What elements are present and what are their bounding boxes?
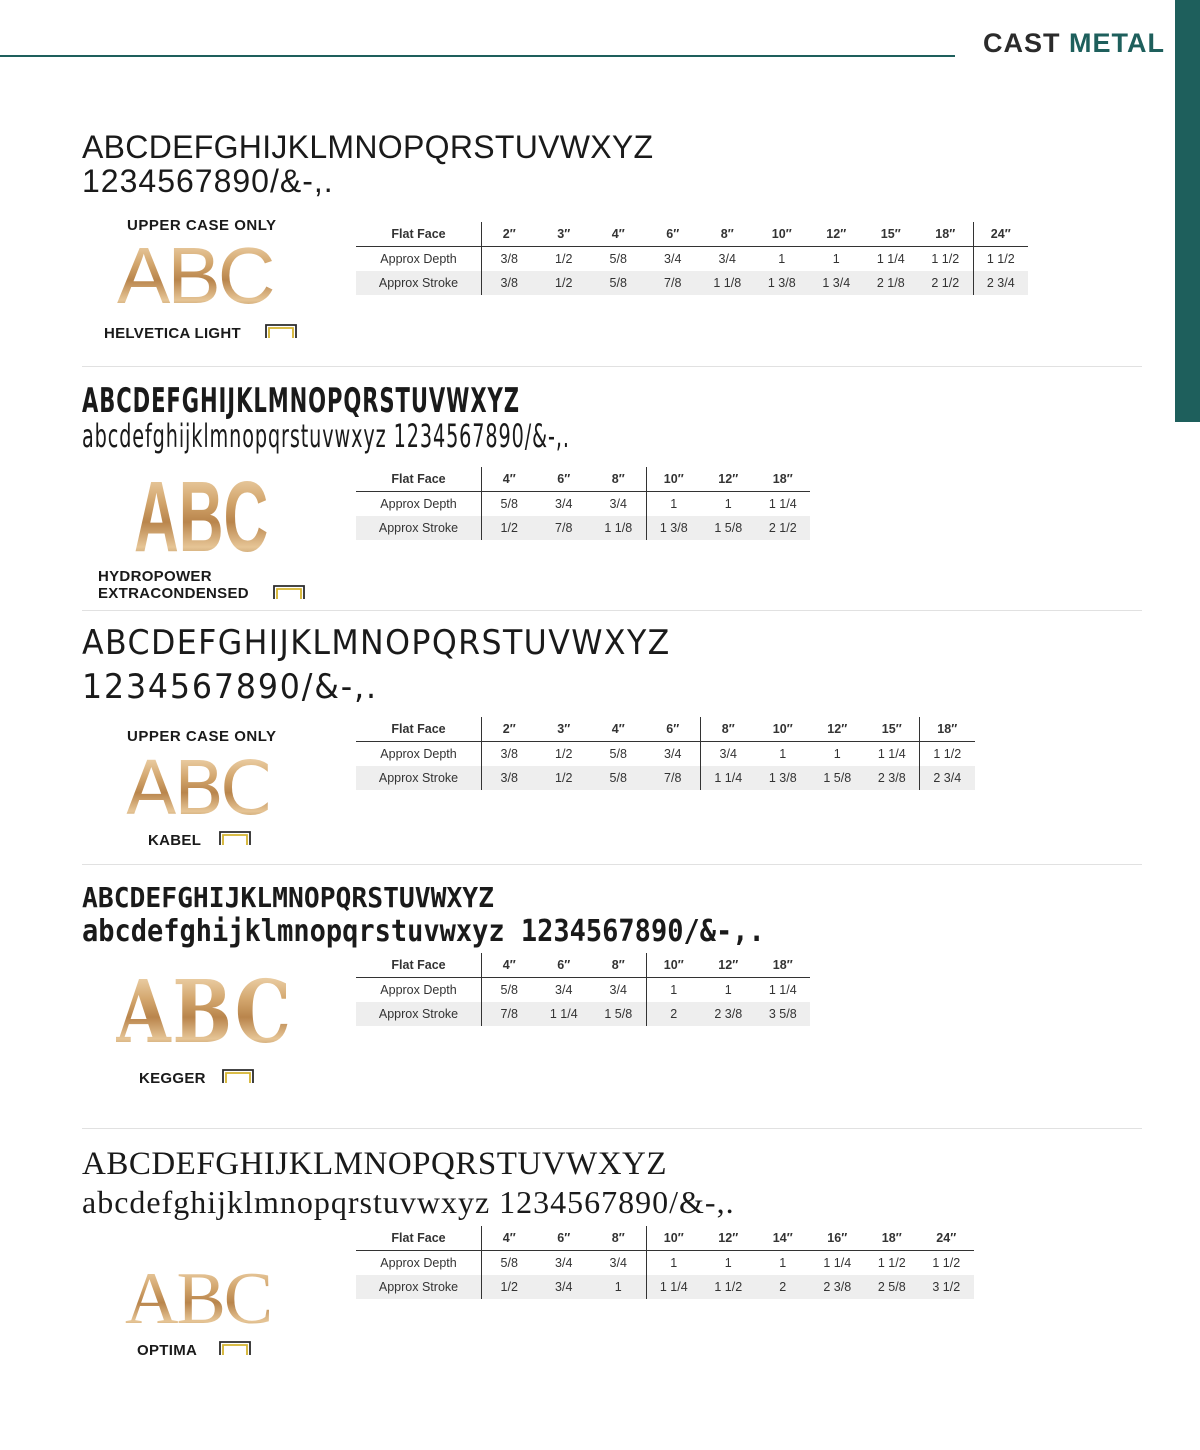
font-preview-abc: ABC xyxy=(126,746,269,832)
channel-profile-icon xyxy=(218,1340,252,1356)
spec-size-cell: 8″ xyxy=(591,467,646,492)
spec-value-cell: 2 3/4 xyxy=(973,271,1028,295)
spec-value-cell: 1 1/4 xyxy=(701,766,756,790)
spec-value-cell: 1 1/4 xyxy=(823,1256,852,1270)
section-divider xyxy=(82,864,1142,865)
spec-value-cell: 3/4 xyxy=(537,1275,592,1299)
spec-size-cell: 18″ xyxy=(920,717,975,742)
spec-row-label: Approx Depth xyxy=(356,1251,482,1276)
spec-value-cell: 3/8 xyxy=(500,747,518,761)
spec-size-cell: 3″ xyxy=(537,222,592,247)
spec-value-cell: 1 xyxy=(724,1256,732,1270)
font-preview-abc: ABC xyxy=(116,962,293,1063)
spec-value-cell: 1 1/4 xyxy=(876,252,905,266)
spec-size-cell: 6″ xyxy=(646,222,701,247)
spec-value-cell: 2 3/8 xyxy=(701,1002,756,1026)
spec-value-cell: 1 xyxy=(670,497,678,511)
spec-row-depth xyxy=(356,742,975,767)
spec-value-cell: 1/2 xyxy=(537,271,592,295)
spec-row-depth xyxy=(356,1251,974,1276)
spec-value-cell: 3/8 xyxy=(482,271,537,295)
spec-value-cell: 1 xyxy=(670,983,678,997)
upper-case-note: UPPER CASE ONLY xyxy=(127,728,277,745)
spec-row-label: Approx Stroke xyxy=(356,766,482,790)
spec-size-cell: 12″ xyxy=(701,467,756,492)
spec-row-stroke xyxy=(356,766,975,790)
spec-value-cell: 1 5/8 xyxy=(701,516,756,540)
spec-value-cell: 5/8 xyxy=(500,1256,518,1270)
font-sample-line1: ABCDEFGHIJKLMNOPQRSTUVWXYZ xyxy=(82,623,671,663)
font-sample-line1: ABCDEFGHIJKLMNOPQRSTUVWXYZ xyxy=(82,381,520,421)
font-sample-line2: 1234567890/&-,. xyxy=(82,163,334,199)
spec-value-cell: 1/2 xyxy=(555,252,573,266)
spec-value-cell: 1 xyxy=(779,1256,787,1270)
spec-value-cell: 1 3/4 xyxy=(809,271,864,295)
spec-value-cell: 3/4 xyxy=(555,983,573,997)
spec-size-cell: 10″ xyxy=(646,467,701,492)
font-sample-line1: ABCDEFGHIJKLMNOPQRSTUVWXYZ xyxy=(82,881,494,914)
spec-header-row xyxy=(356,1226,974,1251)
spec-size-cell: 4″ xyxy=(482,953,537,978)
spec-value-cell: 2 3/8 xyxy=(865,766,920,790)
spec-value-cell: 1 3/8 xyxy=(646,516,701,540)
font-name-line1: HYDROPOWER xyxy=(98,568,212,585)
channel-profile-icon xyxy=(221,1068,255,1084)
spec-row-depth xyxy=(356,492,810,517)
spec-value-cell: 7/8 xyxy=(646,271,701,295)
spec-value-cell: 1 1/2 xyxy=(986,252,1015,266)
spec-value-cell: 7/8 xyxy=(537,516,592,540)
spec-size-cell: 18″ xyxy=(918,222,973,247)
spec-row-stroke xyxy=(356,1002,810,1026)
font-name xyxy=(98,568,249,602)
spec-size-cell: 10″ xyxy=(755,222,810,247)
spec-value-cell: 1 xyxy=(591,1275,646,1299)
spec-value-cell: 2 xyxy=(646,1002,701,1026)
spec-value-cell: 1 1/8 xyxy=(591,516,646,540)
spec-size-cell: 14″ xyxy=(756,1226,811,1251)
spec-size-cell: 24″ xyxy=(919,1226,974,1251)
spec-value-cell: 1 xyxy=(724,983,732,997)
spec-size-cell: 6″ xyxy=(537,1226,592,1251)
spec-value-cell: 7/8 xyxy=(482,1002,537,1026)
spec-value-cell: 2 xyxy=(756,1275,811,1299)
channel-profile-icon xyxy=(218,830,252,846)
spec-row-stroke xyxy=(356,516,810,540)
spec-value-cell: 2 3/4 xyxy=(920,766,975,790)
font-sample-line2: 1234567890/&-,. xyxy=(82,667,378,707)
spec-value-cell: 5/8 xyxy=(591,271,646,295)
spec-size-cell: 6″ xyxy=(646,717,701,742)
font-name xyxy=(148,832,201,849)
spec-size-cell: 4″ xyxy=(591,717,646,742)
spec-value-cell: 3 5/8 xyxy=(756,1002,811,1026)
spec-row-depth xyxy=(356,978,810,1003)
spec-size-cell: 10″ xyxy=(646,1226,701,1251)
spec-value-cell: 2 5/8 xyxy=(865,1275,920,1299)
spec-header-row xyxy=(356,717,975,742)
font-preview-abc: ABC xyxy=(125,1258,272,1340)
spec-value-cell: 3/4 xyxy=(555,1256,573,1270)
spec-value-cell: 7/8 xyxy=(646,766,701,790)
spec-value-cell: 1 xyxy=(832,252,840,266)
spec-value-cell: 3/8 xyxy=(500,252,518,266)
section-divider xyxy=(82,366,1142,367)
font-sample-line2: abcdefghijklmnopqrstuvwxyz 1234567890/&-,. xyxy=(82,914,765,949)
spec-size-cell: 18″ xyxy=(865,1226,920,1251)
spec-size-cell: 4″ xyxy=(482,1226,537,1251)
spec-row-label: Flat Face xyxy=(356,717,482,742)
spec-value-cell: 1 xyxy=(724,497,732,511)
spec-value-cell: 1 xyxy=(778,252,786,266)
spec-size-cell: 15″ xyxy=(864,222,919,247)
spec-row-label: Approx Stroke xyxy=(356,271,482,295)
spec-value-cell: 1 1/4 xyxy=(768,983,797,997)
font-sample-line2: abcdefghijklmnopqrstuvwxyz 1234567890/&-,. xyxy=(82,1184,735,1220)
spec-value-cell: 5/8 xyxy=(591,766,646,790)
spec-table xyxy=(356,1226,974,1299)
spec-value-cell: 1/2 xyxy=(537,766,592,790)
spec-value-cell: 1 5/8 xyxy=(591,1002,646,1026)
spec-value-cell: 1 xyxy=(833,747,841,761)
spec-header-row xyxy=(356,222,1028,247)
spec-value-cell: 1/2 xyxy=(482,1275,537,1299)
section-tab xyxy=(1175,0,1200,422)
page-title-part2: METAL xyxy=(1069,28,1165,58)
spec-size-cell: 4″ xyxy=(482,467,537,492)
spec-row-stroke xyxy=(356,1275,974,1299)
spec-row-label: Flat Face xyxy=(356,1226,482,1251)
spec-value-cell: 1/2 xyxy=(482,516,537,540)
font-name xyxy=(104,325,241,342)
font-name-line1: KEGGER xyxy=(139,1070,206,1087)
spec-size-cell: 18″ xyxy=(756,953,811,978)
section-divider xyxy=(82,1128,1142,1129)
spec-size-cell: 8″ xyxy=(701,717,756,742)
spec-value-cell: 1 1/2 xyxy=(701,1275,756,1299)
spec-value-cell: 2 3/8 xyxy=(810,1275,865,1299)
font-sample-line1: ABCDEFGHIJKLMNOPQRSTUVWXYZ xyxy=(82,1146,668,1182)
header-rule xyxy=(0,55,955,57)
spec-size-cell: 2″ xyxy=(482,222,537,247)
channel-profile-icon xyxy=(264,323,298,339)
spec-table xyxy=(356,953,810,1026)
font-name-line1: HELVETICA LIGHT xyxy=(104,325,241,342)
spec-value-cell: 2 1/2 xyxy=(918,271,973,295)
spec-size-cell: 3″ xyxy=(537,717,592,742)
spec-row-label: Approx Depth xyxy=(356,978,482,1003)
page-title-part1: CAST xyxy=(983,28,1061,58)
spec-size-cell: 12″ xyxy=(810,717,865,742)
font-sample-line1: ABCDEFGHIJKLMNOPQRSTUVWXYZ xyxy=(82,129,654,165)
spec-value-cell: 1 3/8 xyxy=(756,766,811,790)
spec-value-cell: 3/4 xyxy=(591,978,646,1003)
spec-value-cell: 1 1/4 xyxy=(865,742,920,767)
spec-value-cell: 3/8 xyxy=(482,766,537,790)
spec-value-cell: 5/8 xyxy=(609,252,627,266)
spec-value-cell: 3/4 xyxy=(664,252,682,266)
font-preview-abc: ABC xyxy=(117,231,273,320)
spec-row-label: Approx Depth xyxy=(356,492,482,517)
font-name-line2: EXTRACONDENSED xyxy=(98,585,249,602)
spec-value-cell: 3/4 xyxy=(718,252,736,266)
font-name-line1: KABEL xyxy=(148,832,202,849)
spec-value-cell: 1 1/4 xyxy=(646,1275,701,1299)
font-preview-abc: ABC xyxy=(134,461,269,573)
spec-value-cell: 1 xyxy=(779,747,787,761)
spec-size-cell: 2″ xyxy=(482,717,537,742)
spec-size-cell: 15″ xyxy=(865,717,920,742)
spec-value-cell: 3/4 xyxy=(719,747,737,761)
spec-value-cell: 1 3/8 xyxy=(755,271,810,295)
spec-size-cell: 8″ xyxy=(591,953,646,978)
spec-row-depth xyxy=(356,247,1028,272)
spec-value-cell: 5/8 xyxy=(500,983,518,997)
font-sample-line2: abcdefghijklmnopqrstuvwxyz 1234567890/&-,. xyxy=(82,417,570,455)
spec-row-label: Flat Face xyxy=(356,467,482,492)
spec-row-stroke xyxy=(356,271,1028,295)
spec-value-cell: 5/8 xyxy=(609,747,627,761)
section-divider xyxy=(82,610,1142,611)
spec-value-cell: 1 1/2 xyxy=(933,747,962,761)
spec-value-cell: 1 1/4 xyxy=(537,1002,592,1026)
spec-size-cell: 4″ xyxy=(591,222,646,247)
spec-row-label: Flat Face xyxy=(356,222,482,247)
spec-row-label: Approx Stroke xyxy=(356,516,482,540)
channel-profile-icon xyxy=(272,584,306,600)
font-name xyxy=(137,1342,197,1359)
spec-value-cell: 5/8 xyxy=(500,497,518,511)
spec-size-cell: 12″ xyxy=(701,1226,756,1251)
spec-value-cell: 2 1/2 xyxy=(756,516,811,540)
spec-value-cell: 1 1/2 xyxy=(918,247,973,272)
spec-size-cell: 12″ xyxy=(809,222,864,247)
spec-size-cell: 10″ xyxy=(756,717,811,742)
spec-table xyxy=(356,467,810,540)
spec-size-cell: 24″ xyxy=(973,222,1028,247)
spec-row-label: Approx Depth xyxy=(356,247,482,272)
font-name xyxy=(139,1070,206,1087)
spec-value-cell: 3/4 xyxy=(555,497,573,511)
spec-value-cell: 1 1/4 xyxy=(768,497,797,511)
font-name-line1: OPTIMA xyxy=(137,1342,198,1359)
spec-row-label: Approx Stroke xyxy=(356,1002,482,1026)
spec-value-cell: 3/4 xyxy=(591,1251,646,1276)
spec-value-cell: 1 1/8 xyxy=(700,271,755,295)
spec-value-cell: 1 1/2 xyxy=(932,1256,961,1270)
spec-table xyxy=(356,222,1028,295)
page-title xyxy=(983,28,1165,59)
spec-header-row xyxy=(356,467,810,492)
spec-table xyxy=(356,717,975,790)
spec-row-label: Approx Depth xyxy=(356,742,482,767)
spec-size-cell: 10″ xyxy=(646,953,701,978)
upper-case-note: UPPER CASE ONLY xyxy=(127,217,277,234)
spec-row-label: Approx Stroke xyxy=(356,1275,482,1299)
spec-value-cell: 1/2 xyxy=(555,747,573,761)
spec-size-cell: 6″ xyxy=(537,467,592,492)
spec-value-cell: 1 xyxy=(670,1256,678,1270)
spec-size-cell: 18″ xyxy=(756,467,811,492)
spec-value-cell: 3/4 xyxy=(646,742,701,767)
spec-size-cell: 8″ xyxy=(700,222,755,247)
spec-size-cell: 6″ xyxy=(537,953,592,978)
spec-value-cell: 1 1/2 xyxy=(877,1256,906,1270)
spec-value-cell: 3 1/2 xyxy=(919,1275,974,1299)
spec-header-row xyxy=(356,953,810,978)
spec-size-cell: 8″ xyxy=(591,1226,646,1251)
spec-size-cell: 16″ xyxy=(810,1226,865,1251)
spec-row-label: Flat Face xyxy=(356,953,482,978)
spec-value-cell: 1 5/8 xyxy=(810,766,865,790)
spec-value-cell: 2 1/8 xyxy=(864,271,919,295)
spec-size-cell: 12″ xyxy=(701,953,756,978)
spec-value-cell: 3/4 xyxy=(591,492,646,517)
